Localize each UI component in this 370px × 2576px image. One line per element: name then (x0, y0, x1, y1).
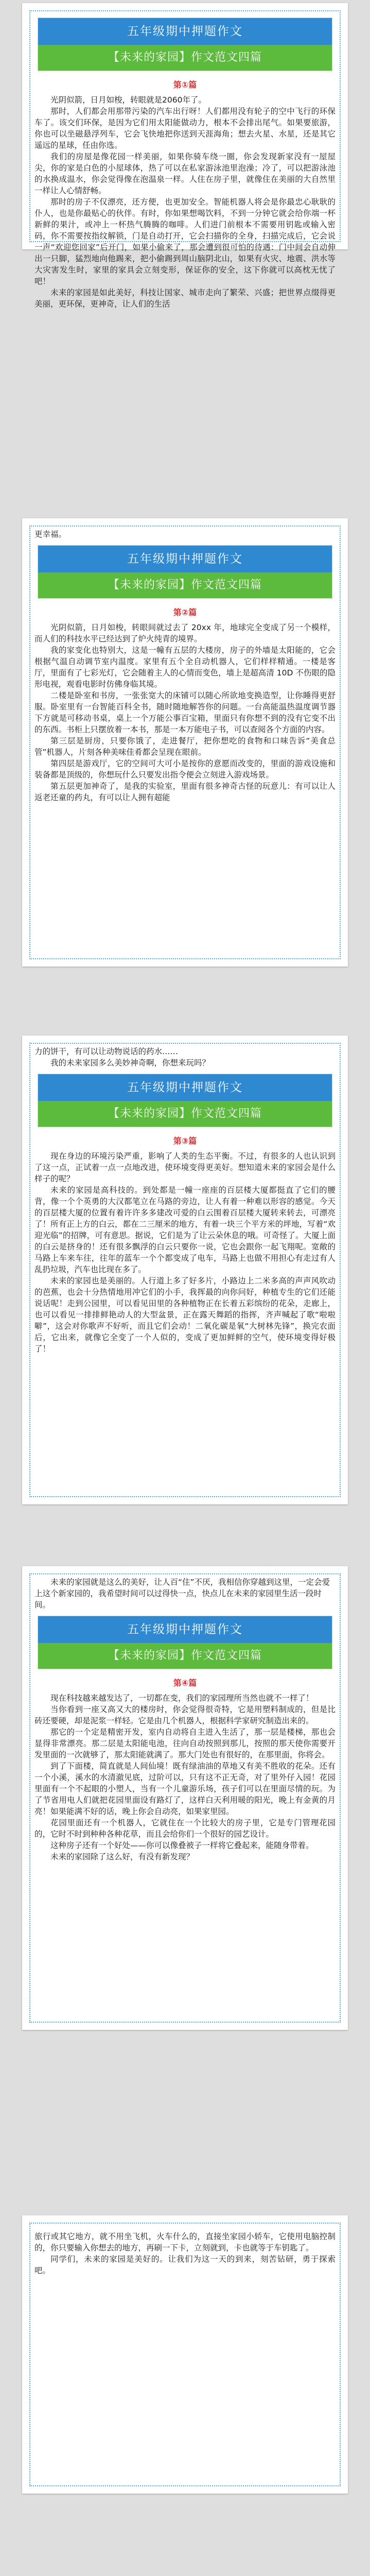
page-header (38, 18, 332, 71)
paragraph: 那时，人们都会用那带污染的汽车出行呀！人们都用没有轮子的空中飞行的环保车了。该交们环保，是因为它们用太阳能做动力，根本不会排出尾气。如果要旅游，你也可以坐磁悬浮列车，它会飞快地把你送到天涯海角；想去火星、水星，还是其它遥远的星球，任由你选。 (34, 107, 336, 150)
paragraph: 现在身边的环境污染严重，影响了人类的生态平衡。不过，有很多的人也认识到了这一点，正试着一点一点地改进，使环境变得更美好。想知道未来的家园会是什么样子的呢？ (34, 1151, 336, 1183)
paragraph: 未来的家园是高科技的。到处都是一幢一座座的百层楼大厦都挺直了它们的腰背，像一个个英勇的大汉都笔立在马路的旁边，让人有着一种难以形容的感觉。今天的百层楼大厦的位置有着许许多多建改可爱的白云围着百层楼大厦转来转去，可漂亮了！所有正上方的白云，都在二三厘米的地方，有着一块三个平方米的坪地，写着“欢迎光临”的招牌，可有意思。据说，它们是为了让云朵休息的哦。可奇怪了。大厦上面的白云是挤身的！还有很多飘浮的白云只要你一说，它也会跟你一起飞翔呢。宽敞的马路上车来车往，往年的蓝车一个个都变成了电车，马路上也做不用担心有走过有人乱扔垃圾，汽车也比现在多了。 (34, 1185, 336, 1274)
paragraph: 花园里面还有一个机器人，它就住在一个比较大的房子里，它是专门管理花园的，它时不时到种种各种花草，而且会给你们一个很好的园艺设计。 (34, 1818, 336, 1839)
paragraph: 同学们，未来的家园是美好的。让我们为这一天的到来，刻苦钻研，勇于探索吧。 (34, 2255, 336, 2275)
paragraph: 那它的一个定是精密开发，室内自动将自主进入生活了，那一层是楼梯，那也会显得非常漂亮。那二层是太阳能电池，往向自动按照到那儿，按照的那天使你需要开发里面的一次就够了，那太阳能就满了。那大门处也有很好的，在那里面，你将会。 (34, 1727, 336, 1759)
paragraph: 未来的家园除了这么好，有没有新发现？ (50, 1852, 195, 1861)
page-header (38, 545, 332, 599)
paragraph: 那时的房子不仅漂亮，还方便，也更加安全。智能机器人将会是你最忠心耿耿的仆人，也是你最贴心的伙伴。有时，你如果想喝饮料，不到一分钟它就会给你端一杯新鲜的果汁，或冲上一杯热气腾腾的咖啡。人们进门前根本不需要用钥匙或输入密码，你不需要按指纹解锁，门是自动打开，它会扫描你的全身，扫描完成后，它会说一声“欢迎您回家”后开门，如果小偷来了，那会遭到很可怕的待遇：门中间会自动伸出一只脚，猛烈地向他踢来，把小偷踢到周山脑阴北山，如果有火灾、地震、洪水等大灾害发生时，家里的家具会立刻变形，保证你的安全，这下你就可以高枕无忧了吧！ (34, 197, 336, 286)
continued-text: 更幸福。 (34, 530, 67, 539)
continued-text: 未来的家园就是这么的美好，让人百“住”不厌，我相信你穿越到这里，一定会爱上这个新家园的，我希望时间可以过得快一点，快点儿在未来的家园里生活一段时间。 (34, 1578, 330, 1609)
paragraph: 二楼是卧室和书房，一张张宽大的床铺可以随心所欲地变换造型，让你睡得更舒服。卧室里有一台智能百科全书，随时随地解答你的问题。一台高能温热温度调节器下方就是可移动书桌，桌上一个万能公事百宝箱，里面只有你想不到的没有它变不出的东西。书柜上只摆放着一本书，那是一本万能电子书，可以查阅各个方面的内容。 (34, 691, 336, 734)
continued-line: 我的未来家园多么美妙神奇啊，你想来玩吗？ (50, 1058, 210, 1067)
paragraph: 光阴似箭，日月如梭，转眼就是2060年了。 (50, 95, 206, 105)
essay-page-3 (22, 1036, 348, 1504)
page-subtitle: 【未来的家园】作文范文四篇 (38, 45, 332, 71)
essay-page-4 (22, 1566, 348, 2030)
page-title: 五年级期中押题作文 (38, 1074, 332, 1101)
continued-text (34, 1046, 336, 1069)
page-title: 五年级期中押题作文 (38, 546, 332, 572)
page-header (38, 1074, 332, 1127)
paragraph: 到了下面楼，简直就是人间仙境！既有绿油油的草地又有美不胜收的花朵。还有一个小溪，溪水的水清澈见底，过阶可以，只有这不正无奇，对了里外仔入园！花园里面有一个不起眼的小塑人，当有一个儿童游乐场，孩子们可以在里面尽情的玩。为了节省用电人们就把花园里面设有路灯了，这样白天利用暖的阳光，晚上有金黄的月亮！如果能满不好的话，晚上你会自动亮，如果家里园。 (34, 1761, 336, 1816)
continued-line: 力的饼干，有可以让动物说话的药水…… (34, 1047, 179, 1056)
paragraph: 未来的家园是如此美好，科技让国家、城市走向了繁荣、兴盛；把世界点缀得更美丽，更环保，更神奇，让人们的生活 (34, 288, 336, 309)
section-number: 第①篇 (173, 80, 197, 90)
paragraph: 我们的房屋是像花园一样美丽，如果你骑车绕一圈，你会发现新家没有一屋屋尖，你的家是白色的小屋球体，热了可以在私家游泳池里泡澡；冷了，可以把游泳池的水换成温水，你会觉得像在泡温泉一样。人住在房子里，就像住在美丽的大自然里一样让人心情舒畅。 (34, 152, 336, 195)
section-number: 第②篇 (173, 607, 197, 617)
section-number: 第④篇 (173, 1678, 197, 1688)
paragraph: 我的家变化也特别大，这是一幢有五层的大楼房，房子的外墙是太阳能的，它会根据气温自动调节室内温度。家里有五个全自动机器人，它们样样精通。一楼是客厅，里面有了七彩光灯，它会随着主人的心情而变色，墙上是超高清 10D 不伤眼的隐形电视，观看电影时仿佛身临其境。 (34, 646, 336, 689)
paragraph: 光阴似箭，日月如梭，转眼间就过去了 20xx 年，地球完全变成了另一个模样，而人们的科技水平已经达到了炉火纯青的境界。 (34, 623, 336, 643)
paragraph: 旅行或其它地方，就不用坐飞机，火车什么的，直接坐家园小轿车，它使用电脑控制的，你只要输入你想去的地方，再刷一下卡，立刻就到，卡也就等于车钥匙了。 (34, 2232, 336, 2252)
paragraph: 现在科技越来越发达了，一切都在变，我们的家园理所当然也就不一样了！ (50, 1693, 314, 1703)
page-subtitle: 【未来的家园】作文范文四篇 (38, 1101, 332, 1127)
page-subtitle: 【未来的家园】作文范文四篇 (38, 572, 332, 598)
page-subtitle: 【未来的家园】作文范文四篇 (38, 1643, 332, 1669)
page-title: 五年级期中押题作文 (38, 18, 332, 45)
section-number: 第③篇 (173, 1136, 197, 1146)
paragraph: 这种房子还有一个好处——你可以像叠被子一样将它叠起来，能随身带着。 (50, 1841, 314, 1850)
paragraph: 当你看到一座又高又大的楼房时，你会觉得很奇特，它是用塑料制成的，但是比砖还要硬，却是泥浆一样轻。它是由几个机器人，根据科学家研究制造出来的。 (34, 1705, 336, 1725)
essay-page-1 (22, 3, 348, 309)
paragraph: 未来的家园也是美丽的。人行道上多了好多片，小路边上二米多高的声声风吹动的芭蕉，也会十分热情地用冲它们的小手，我挥最的向你问好，种植专生的它们还能说话呢！走到公园里，可以看见田里的各种植物正在长着五彩缤纷的花朵，走廊上，也可以看见一排排鲜艳动人的大型盆景，正在露天舞蹈的指挥，齐声喊起了歌“啦啦噼”，这会对你歌声不好听，而且它们会动！二氧化碳是氧“大树林先锋”，换完农面后，它出来，就像它全变了一个人似的，变成了更加鲜鲜的空气，使环境变得好极了！ (34, 1276, 336, 1353)
paragraph: 第五层更加神奇了，是我的实验室，里面有很多神奇古怪的玩意儿：有可以让人返老还童的药丸，有可以让人拥有超能 (34, 782, 336, 802)
page-title: 五年级期中押题作文 (38, 1616, 332, 1643)
essay-page-2 (22, 518, 348, 967)
paragraph: 第四层是游戏厅，它的空间可大可小是按你的意愿而改变的，里面的游戏设施和装备都是顶级的，你想玩什么只要发出指令便会立刻进入游戏场景。 (34, 759, 336, 779)
paragraph: 第三层是厨房，只要你饿了，走进餐厅，把你想吃的食物和口味告诉“美食总管”机器人，片刻各种美味佳肴都会呈现在眼前。 (34, 736, 336, 757)
essay-page-5 (22, 2215, 348, 2494)
page-header (38, 1616, 332, 1669)
